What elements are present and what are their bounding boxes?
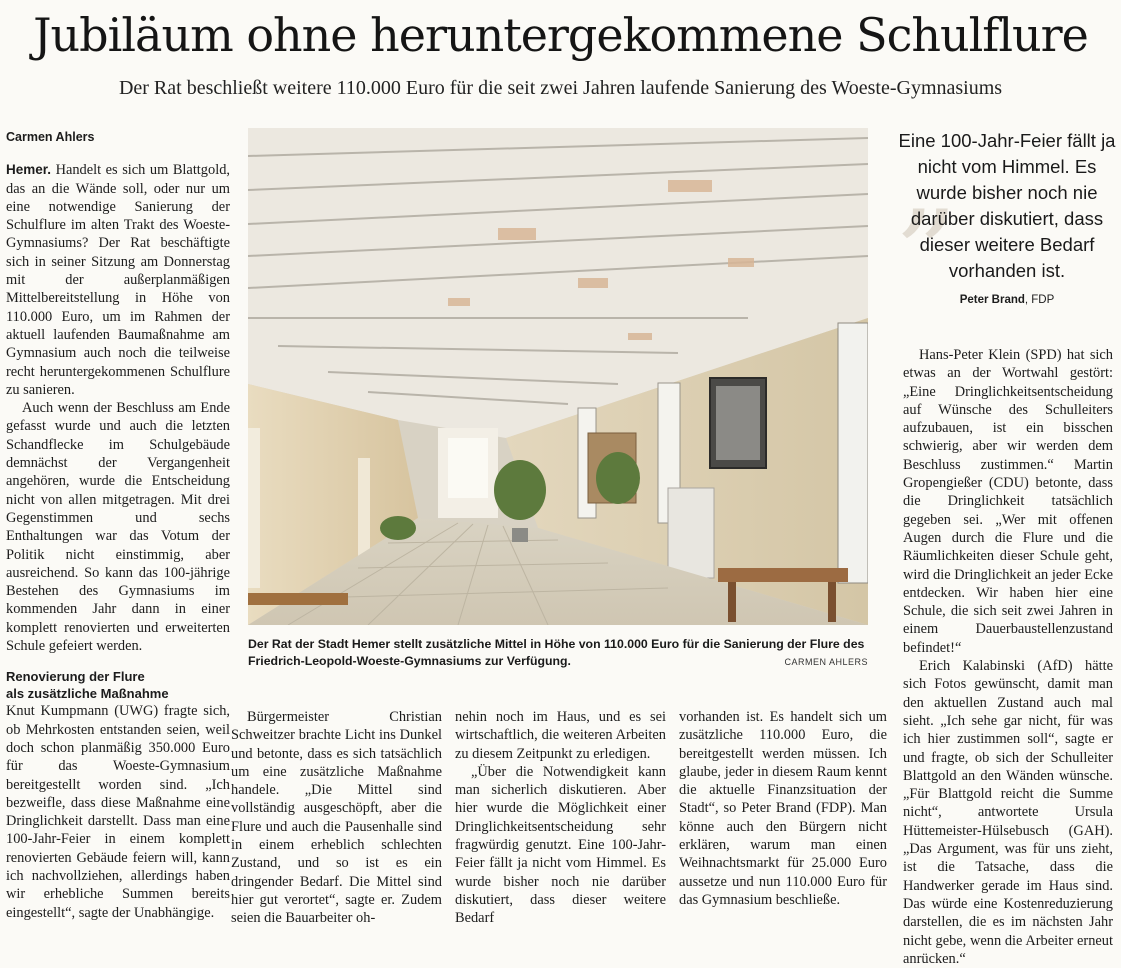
paragraph: Hemer. Handelt es sich um Blattgold, das an die Wände soll, oder nur um eine notwendige Sanierung der Schulflure im alten Trakt des Woeste-Gymnasiums? Der Rat beschäftigte sich in seiner Sitzung am Donnerstag mit der außerplanmäßigen Mittelbereitstellung in Höhe von 110.000 Euro, um im Rahmen der aktuell laufenden Baumaßnahme am Gymnasium auch noch die teilweise recht heruntergekommenen Schulflure zu sanieren. [6, 162, 230, 398]
article-column-3 [455, 708, 666, 928]
paragraph: Knut Kumpmann (UWG) fragte sich, ob Mehrkosten entstanden seien, weil doch schon planmäßig 350.000 Euro für das Woeste-Gymnasium bereitgestellt worden sind. „Ich bezweifle, dass diese Maßnahme eine Dringlichkeit darstellt. Dass man eine 100-Jahr-Feier in einem komplett renovierten Gebäude feiern will, kann ich nachvollziehen, allerdings haben wir erhebliche Summen bereits eingestellt“, sagte der Unabhängige. [6, 703, 230, 921]
paragraph: Auch wenn der Beschluss am Ende gefasst wurde und auch die letzten Schandflecke im Schulgebäude demnächst der Vergangenheit angehören, wurde die Entscheidung nicht von allen mitgetragen. Mit drei Gegenstimmen und sechs Enthaltungen war das Votum der Politik nicht einstimmig, aber ausreichend. So kann das 100-jährige Bestehen des Gymnasiums im kommenden Jahr dann in einer komplett renovierten und erweiterten Schule gefeiert werden. [6, 400, 230, 655]
author-byline: Carmen Ahlers [6, 130, 95, 144]
photo-caption: Der Rat der Stadt Hemer stellt zusätzliche Mittel in Höhe von 110.000 Euro für die Sanierung der Flure des Friedrich-Leopold-Woeste-Gymnasiums zur Verfügung. [248, 637, 865, 668]
quote-mark-icon: „ [897, 112, 960, 251]
paragraph: Hans-Peter Klein (SPD) hat sich etwas an der Wortwahl gestört: „Eine Dringlichkeitsentscheidung auf Wünsche des Schulleiters aufzubauen, ist ein bisschen schwierig, aber wir werden dem Beschluss zustimmen.“ Martin Gropengießer (CDU) betonte, dass die Dringlichkeit tatsächlich gegeben sei. „Wer mit offenen Augen durch die Flure und die Räumlichkeiten dieser Schule geht, wird die Dringlichkeit an jeder Ecke entdecken. Wir haben hier eine Schule, die sich seit zwei Jahren in einem Dauerbaustellenzustand befindet!“ [903, 347, 1113, 656]
dateline-place: Hemer. [6, 162, 52, 178]
paragraph: Bürgermeister Christian Schweitzer brachte Licht ins Dunkel und betonte, dass es sich tatsächlich um eine zusätzliche Maßnahme handele. „Die Mittel sind vollständig ausgeschöpft, aber die Flure und auch die Pausenhalle sind in einem erheblich schlechten Zustand, und so ist es ein dringender Bedarf. Die Mittel sind hier gut verortet“, sagte er. Zudem seien die Bauarbeiter oh- [231, 709, 442, 927]
pull-quote [897, 112, 1117, 306]
article-column-2 [231, 708, 442, 928]
paragraph: nehin noch im Haus, und es sei wirtschaftlich, die weiteren Arbeiten zu diesem Zeitpunkt zu erledigen. [455, 709, 666, 762]
pull-quote-author: Peter Brand, FDP [959, 294, 1055, 306]
subheading: Renovierung der Flure als zusätzliche Maßnahme [6, 669, 169, 702]
article-column-1 [6, 128, 230, 922]
article-column-5 [903, 346, 1113, 968]
photo-credit: CARMEN AHLERS [784, 657, 868, 667]
paragraph: vorhanden ist. Es handelt sich um zusätzliche 110.000 Euro, die bereitgestellt werden müssen. Ich glaube, jeder in diesem Raum kennt die aktuelle Finanzsituation der Stadt“, so Peter Brand (FDP). Man könne auch den Bürgern nicht erklären, warum man einen Weihnachtsmarkt für 25.000 Euro aussetze und nun 110.000 Euro für das Gymnasium beschließe. [679, 709, 887, 908]
article-column-4 [679, 708, 887, 909]
paragraph: „Über die Notwendigkeit kann man sicherlich diskutieren. Aber hier wurde die Möglichkeit einer Dringlichkeitsentscheidung sehr fragwürdig genutzt. Eine 100-Jahr-Feier fällt ja nicht vom Himmel. Es wurde bisher noch nie darüber diskutiert, dass dieser weitere Bedarf [455, 763, 666, 927]
pull-quote-text: Eine 100-Jahr-Feier fällt ja nicht vom Himmel. Es wurde bisher noch nie darüber diskutiert, dass dieser weitere Bedarf vorhanden ist. [898, 130, 1116, 281]
subheadline: Der Rat beschließt weitere 110.000 Euro für die seit zwei Jahren laufende Sanierung des Woeste-Gymnasiums [118, 77, 1003, 99]
paragraph: Erich Kalabinski (AfD) hätte sich Fotos gewünscht, damit man den aktuellen Zustand auch mal sieht. „Ich sehe gar nicht, für was ich hier zustimmen soll“, sagte er und fragte, ob sich der Schulleiter Blattgold an den Wänden wünsche. „Für Blattgold reicht die Summe nicht“, antwortete Ursula Hüttemeister-Hülsebusch (GAH). „Das Argument, was für uns zieht, ist die Tatsache, dass die Handwerker gerade im Haus sind. Das würde eine Kostenreduzierung darstellen, die es im nächsten Jahr nicht gebe, wenn die Arbeiter erneut anrücken.“ [903, 658, 1113, 967]
headline: Jubiläum ohne heruntergekommene Schulflure [33, 8, 1088, 62]
hallway-photo [248, 128, 868, 625]
